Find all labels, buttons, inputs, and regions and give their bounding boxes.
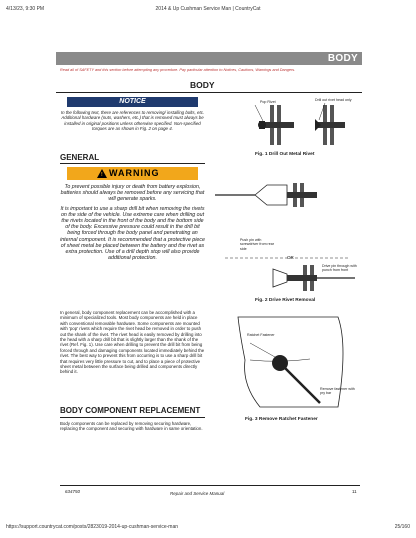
safety-notice-line: Read all of SAFETY and this section before attempting any procedure. Pay particular attention to Notices, Cautions, Warnings and Dangers. [60, 68, 296, 72]
fig2-drawing [215, 165, 360, 295]
general-heading: GENERAL [60, 153, 100, 162]
warning-text [60, 184, 205, 261]
section-banner [56, 52, 362, 65]
fig3-drawing [220, 315, 355, 410]
print-url: https://support.countrycat.com/posts/2823019-2014-up-cushman-service-man [6, 524, 179, 530]
warning-paragraph-1: To prevent possible injury or death from battery explosion, batteries should always be removed before any servicing that will generate sparks. [60, 184, 205, 203]
fig2-label-or: OR [287, 255, 294, 260]
section-title: BODY [190, 80, 215, 90]
bcr-heading: BODY COMPONENT REPLACEMENT [60, 406, 201, 415]
notice-banner [67, 97, 198, 107]
fig2-label-push: Push pin with screwdriver from rear side [240, 238, 274, 251]
notice-text: In the following text, there are references to removing/ installing bolts, etc. Additional hardware (nuts, washers, etc.) that is removed must always be installed in original positions unless otherwise specified. Non-specified torques are as shown in Fig. 2 on page 4. [60, 110, 205, 131]
fig1-label-drill: Drill out rivet head only [315, 98, 352, 102]
warning-banner [67, 167, 198, 180]
fig2-caption: Fig. 2 Drive Rivet Removal [255, 298, 316, 303]
divider [56, 92, 362, 93]
fig3-caption: Fig. 3 Remove Ratchet Fastener [245, 417, 318, 422]
print-datetime: 4/13/23, 9:30 PM [6, 6, 45, 12]
bcr-text: Body components can be replaced by removing securing hardware, replacing the component and securing with hardware in same orientation. [60, 421, 203, 432]
fig3-label-ratchet: Ratchet Fastener [247, 333, 275, 337]
print-title: 2014 & Up Cushman Service Man | CountryCat [155, 6, 261, 12]
general-body-text: In general, body component replacement can be accomplished with a minimum of specialized tools. Most body components are held in place with conventional removable hardware. Some components are mounted with 'pop' rivets which require the rivet head be removed in order to push out the shank of the rivet. The rivet head is easily removed by drilling into the head with a sharp drill bit that is slightly larger than the shank of the rivet (Ref. Fig. 1). Use care when drilling to prevent the drill bit from being forced through and damaging components located immediately behind the rivet. The best way to prevent this from occurring is to use a sharp drill bit that requires very little pressure to cut, and to place a piece of protective sheet metal between the surface being drilled and components directly behind it. [60, 310, 205, 375]
fig2-label-drive: Drive pin through with punch from front [322, 264, 357, 273]
doc-number: 634750 [65, 489, 81, 494]
manual-name: Repair and Service Manual [170, 491, 225, 496]
warning-paragraph-2: It is important to use a sharp drill bit when removing the rivets on the side of the vehicle. Use extreme care when drilling out the rivets located in the front of the body and the bottom side of the body. Excessive pressure could result in the drill bit being forced through the body panel and penetrating an internal component. It is recommended that a protective piece of sheet metal be placed between the battery and the rivet as extra protection. Use of a drill depth stop will also provide additional protection. [60, 205, 205, 262]
warning-triangle-icon: ! [97, 169, 107, 178]
banner-title: BODY [327, 53, 358, 64]
fig1-label-pop-rivet: Pop Rivet [260, 100, 276, 104]
notice-label: NOTICE [119, 98, 146, 105]
warning-label: WARNING [109, 168, 160, 178]
divider [60, 163, 205, 164]
page-number: 11 [352, 489, 357, 494]
divider [60, 417, 205, 418]
fig1-caption: Fig. 1 Drill Out Metal Rivet [255, 152, 315, 157]
print-page-count: 25/160 [394, 524, 410, 530]
fig3-label-remove: Remove fastener with pry bar [320, 387, 355, 396]
